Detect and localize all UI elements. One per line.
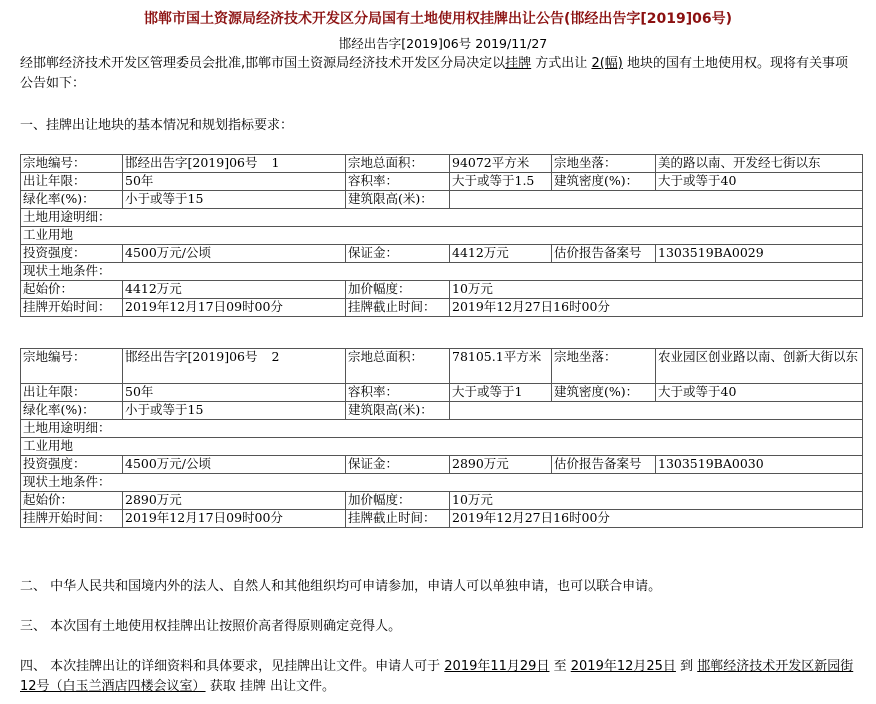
parcel-table-2 <box>20 348 863 528</box>
section4-text-3: 到 <box>680 659 694 674</box>
code-cell <box>123 155 346 173</box>
place-link[interactable]: 邯郸经济技术开发区新园街12号（白玉兰酒店四楼会议室） <box>20 659 854 694</box>
green-value: 小于或等于15 <box>123 402 346 420</box>
location-value: 农业园区创业路以南、创新大街以东 <box>656 349 863 384</box>
parcel-index: 2 <box>271 349 280 364</box>
deposit-value: 4412万元 <box>450 245 552 263</box>
end-value: 2019年12月27日16时00分 <box>450 299 863 317</box>
condition-label: 现状土地条件： <box>21 474 863 492</box>
increment-value: 10万元 <box>450 281 863 299</box>
table-row <box>21 492 863 510</box>
table-row <box>21 155 863 173</box>
area-label: 宗地总面积： <box>346 349 450 384</box>
notice-subtitle: 邯经出告字[2019]06号 2019/11/27 <box>338 36 548 51</box>
appraisal-value: 1303519BA0030 <box>656 456 863 474</box>
invest-value: 4500万元/公顷 <box>123 456 346 474</box>
section4-text-5: 出让文件。 <box>270 679 336 694</box>
green-label: 绿化率(%)： <box>21 191 123 209</box>
term-label: 出让年限： <box>21 384 123 402</box>
start-price-label: 起始价： <box>21 281 123 299</box>
intro-text-1: 经邯郸经济技术开发区管理委员会批准,邯郸市国土资源局经济技术开发区分局决定以 <box>20 56 506 71</box>
area-value: 94072平方米 <box>450 155 552 173</box>
end-label: 挂牌截止时间： <box>346 510 450 528</box>
section4-paragraph <box>20 657 860 697</box>
section4-text-2: 至 <box>553 659 567 674</box>
density-value: 大于或等于40 <box>656 384 863 402</box>
table-row <box>21 209 863 227</box>
intro-text-2: 方式出让 <box>535 56 588 71</box>
table-row <box>21 510 863 528</box>
density-label: 建筑密度(%)： <box>552 173 656 191</box>
far-value: 大于或等于1.5 <box>450 173 552 191</box>
use-label: 土地用途明细： <box>21 209 863 227</box>
far-label: 容积率： <box>346 384 450 402</box>
section4-method: 挂牌 <box>239 679 266 694</box>
density-label: 建筑密度(%)： <box>552 384 656 402</box>
table-row <box>21 474 863 492</box>
green-value: 小于或等于15 <box>123 191 346 209</box>
location-label: 宗地坐落： <box>552 155 656 173</box>
code-value: 邯经出告字[2019]06号 <box>125 155 258 170</box>
table-row <box>21 263 863 281</box>
deposit-label: 保证金： <box>346 245 450 263</box>
table-row <box>21 438 863 456</box>
invest-label: 投资强度： <box>21 456 123 474</box>
date-from-link[interactable]: 2019年11月29日 <box>444 659 550 674</box>
location-label: 宗地坐落： <box>552 349 656 384</box>
date-to-link[interactable]: 2019年12月25日 <box>570 659 676 674</box>
increment-value: 10万元 <box>450 492 863 510</box>
use-label: 土地用途明细： <box>21 420 863 438</box>
height-value <box>450 191 863 209</box>
intro-text-3: 地块的国有土地使用权。现将有关事项公告如下： <box>20 56 849 91</box>
height-label: 建筑限高(米)： <box>346 191 450 209</box>
area-label: 宗地总面积： <box>346 155 450 173</box>
area-value: 78105.1平方米 <box>450 349 552 384</box>
code-label: 宗地编号： <box>21 155 123 173</box>
condition-label: 现状土地条件： <box>21 263 863 281</box>
table-row <box>21 402 863 420</box>
term-label: 出让年限： <box>21 173 123 191</box>
end-label: 挂牌截止时间： <box>346 299 450 317</box>
term-value: 50年 <box>123 384 346 402</box>
density-value: 大于或等于40 <box>656 173 863 191</box>
intro-count: 2(幅) <box>591 56 623 71</box>
increment-label: 加价幅度： <box>346 492 450 510</box>
green-label: 绿化率(%)： <box>21 402 123 420</box>
invest-value: 4500万元/公顷 <box>123 245 346 263</box>
code-label: 宗地编号： <box>21 349 123 384</box>
table-row <box>21 281 863 299</box>
section4-text-4: 获取 <box>209 679 236 694</box>
begin-value: 2019年12月17日09时00分 <box>123 299 346 317</box>
parcel-index: 1 <box>271 155 280 170</box>
notice-title: 邯郸市国土资源局经济技术开发区分局国有土地使用权挂牌出让公告(邯经出告字[2019]06号) <box>143 11 733 27</box>
start-price-label: 起始价： <box>21 492 123 510</box>
code-cell <box>123 349 346 384</box>
table-row <box>21 456 863 474</box>
section3-paragraph: 三、 本次国有土地使用权挂牌出让按照价高者得原则确定竞得人。 <box>20 619 402 634</box>
location-value: 美的路以南、开发经七街以东 <box>656 155 863 173</box>
far-value: 大于或等于1 <box>450 384 552 402</box>
begin-value: 2019年12月17日09时00分 <box>123 510 346 528</box>
begin-label: 挂牌开始时间： <box>21 299 123 317</box>
increment-label: 加价幅度： <box>346 281 450 299</box>
appraisal-label: 估价报告备案号 <box>552 456 656 474</box>
table-row <box>21 173 863 191</box>
term-value: 50年 <box>123 173 346 191</box>
far-label: 容积率： <box>346 173 450 191</box>
use-value: 工业用地 <box>21 438 863 456</box>
parcel-table-1 <box>20 154 863 317</box>
table-row <box>21 384 863 402</box>
section4-text-1: 四、 本次挂牌出让的详细资料和具体要求，见挂牌出让文件。申请人可于 <box>20 659 441 674</box>
intro-method-link[interactable]: 挂牌 <box>505 56 532 71</box>
start-price-value: 4412万元 <box>123 281 346 299</box>
table-row <box>21 349 863 384</box>
appraisal-value: 1303519BA0029 <box>656 245 863 263</box>
section2-paragraph: 二、 中华人民共和国境内外的法人、自然人和其他组织均可申请参加，申请人可以单独申请，也可以联合申请。 <box>20 579 662 594</box>
intro-paragraph <box>20 54 860 94</box>
table-row <box>21 299 863 317</box>
table-row <box>21 191 863 209</box>
table-row <box>21 245 863 263</box>
table-row <box>21 420 863 438</box>
start-price-value: 2890万元 <box>123 492 346 510</box>
table-row <box>21 227 863 245</box>
appraisal-label: 估价报告备案号 <box>552 245 656 263</box>
use-value: 工业用地 <box>21 227 863 245</box>
deposit-value: 2890万元 <box>450 456 552 474</box>
begin-label: 挂牌开始时间： <box>21 510 123 528</box>
end-value: 2019年12月27日16时00分 <box>450 510 863 528</box>
deposit-label: 保证金： <box>346 456 450 474</box>
height-value <box>450 402 863 420</box>
invest-label: 投资强度： <box>21 245 123 263</box>
code-value: 邯经出告字[2019]06号 <box>125 349 258 364</box>
height-label: 建筑限高(米)： <box>346 402 450 420</box>
section1-heading: 一、挂牌出让地块的基本情况和规划指标要求： <box>20 118 294 133</box>
